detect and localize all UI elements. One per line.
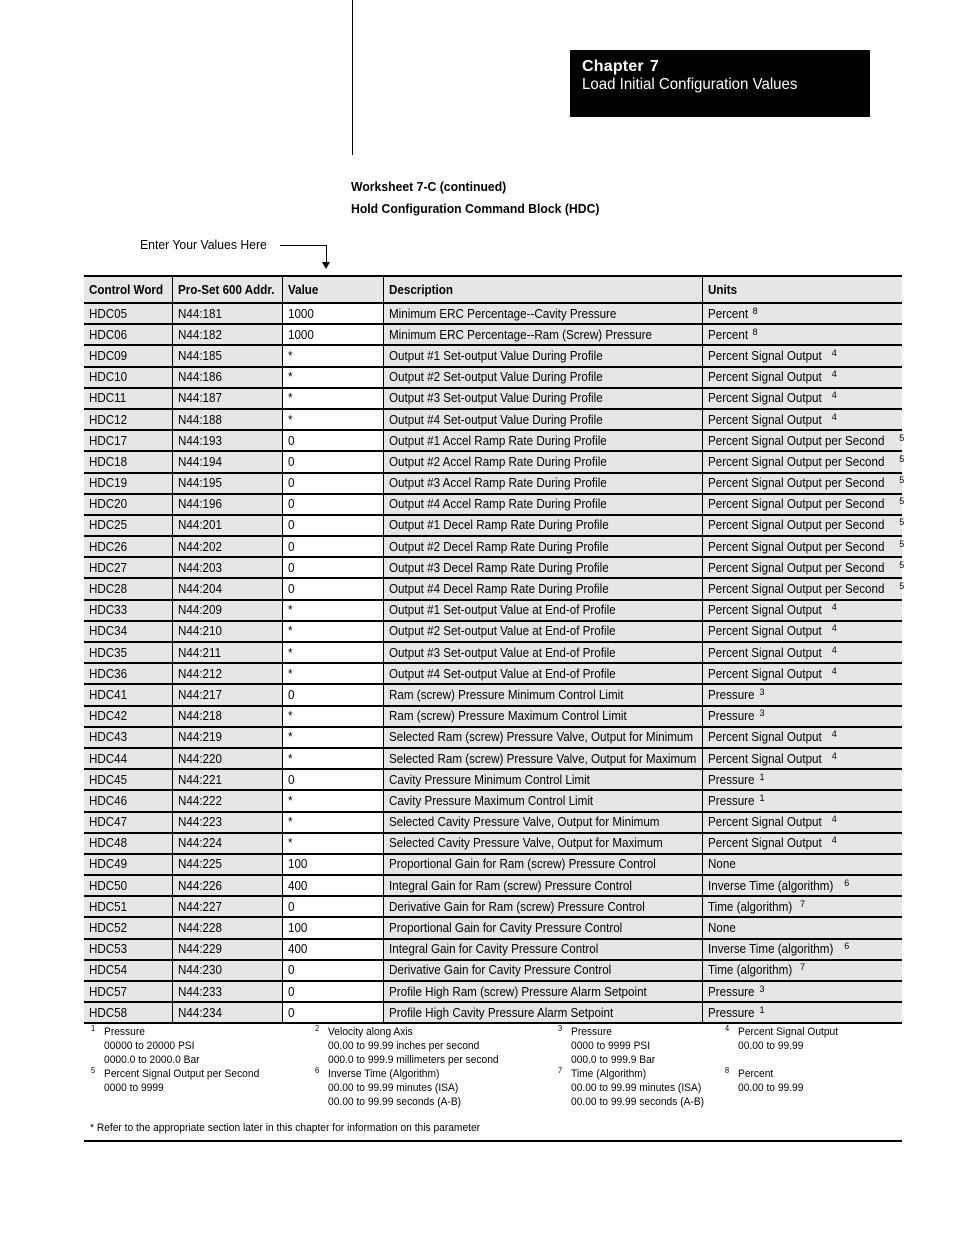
footnote-ref: 4 [831,835,837,846]
cell-description: Output #3 Set-output Value During Profile [383,388,702,409]
cell-control-word: HDC49 [84,854,172,875]
cell-address: N44:223 [172,812,282,833]
chapter-number [582,58,659,76]
cell-address: N44:227 [172,896,282,917]
cell-units: Percent Signal Output per Second $^5$ [702,494,902,515]
cell-description: Derivative Gain for Cavity Pressure Control [383,960,702,981]
chapter-title: Load Initial Configuration Values [582,76,798,93]
footnote-ref: 4 [831,814,837,825]
cell-value[interactable]: 400 [282,939,383,960]
cell-description: Selected Cavity Pressure Valve, Output for Minimum [383,812,702,833]
cell-control-word: HDC11 [84,388,172,409]
cell-address: N44:229 [172,939,282,960]
cell-units: Percent Signal Output per Second $^5$ [702,430,902,451]
table-row [84,578,902,599]
cell-address: N44:196 [172,494,282,515]
footnote-line: 00.00 to 99.99 minutes (ISA) [571,1082,702,1094]
cell-units: Time (algorithm) $^7$ [702,896,902,917]
table-row [84,812,902,833]
cell-control-word: HDC50 [84,875,172,896]
footnote-ref: 4 [831,411,837,422]
footnote-line: Percent Signal Output per Second [104,1068,260,1080]
footnote-line: Pressure [571,1026,612,1038]
cell-control-word: HDC36 [84,663,172,684]
footnote-6 [314,1066,462,1109]
enter-values-label: Enter Your Values Here [140,237,267,252]
chapter-header [570,50,870,117]
cell-description: Selected Ram (screw) Pressure Valve, Output for Minimum [383,727,702,748]
cell-description: Minimum ERC Percentage--Ram (Screw) Pressure [383,324,702,345]
cell-address: N44:188 [172,409,282,430]
cell-value[interactable]: 0 [282,494,383,515]
cell-address: N44:230 [172,960,282,981]
cell-value[interactable]: * [282,600,383,621]
table-row [84,557,902,578]
footnote-ref: 4 [831,623,837,634]
cell-address: N44:233 [172,981,282,1002]
cell-control-word: HDC46 [84,790,172,811]
footnote-line: Time (Algorithm) [571,1068,647,1080]
cell-address: N44:225 [172,854,282,875]
cell-control-word: HDC19 [84,473,172,494]
table-row [84,748,902,769]
cell-description: Output #3 Decel Ramp Rate During Profile [383,557,702,578]
cell-units: Percent Signal Output $^4$ [702,621,902,642]
cell-units: Percent Signal Output $^4$ [702,748,902,769]
cell-value[interactable]: 0 [282,451,383,472]
table-row [84,896,902,917]
cell-control-word: HDC35 [84,642,172,663]
table-row [84,345,902,366]
cell-value[interactable]: * [282,409,383,430]
cell-units: Percent Signal Output $^4$ [702,833,902,854]
cell-address: N44:212 [172,663,282,684]
table-row [84,875,902,896]
footnote-7 [557,1066,705,1109]
footnote-ref: 4 [831,369,837,380]
cell-control-word: HDC45 [84,769,172,790]
cell-value[interactable]: 0 [282,536,383,557]
cell-value[interactable]: 1000 [282,303,383,324]
cell-description: Output #1 Accel Ramp Rate During Profile [383,430,702,451]
footnote-ref: 4 [831,750,837,761]
footnote-ref: 4 [831,644,837,655]
cell-address: N44:182 [172,324,282,345]
cell-control-word: HDC09 [84,345,172,366]
cell-address: N44:195 [172,473,282,494]
cell-control-word: HDC12 [84,409,172,430]
cell-units: Pressure $^1$ [702,769,902,790]
cell-description: Output #2 Set-output Value During Profile [383,367,702,388]
cell-description: Selected Cavity Pressure Valve, Output for Maximum [383,833,702,854]
table-row [84,706,902,727]
cell-address: N44:228 [172,917,282,938]
footnote-line: 00.00 to 99.99 minutes (ISA) [328,1082,459,1094]
footnote-line: 00.00 to 99.99 inches per second [328,1040,480,1052]
table-row [84,367,902,388]
cell-value[interactable]: * [282,833,383,854]
cell-control-word: HDC10 [84,367,172,388]
col-header-control-word: Control Word [84,276,172,303]
footnote-2 [314,1024,499,1067]
cell-description: Cavity Pressure Maximum Control Limit [383,790,702,811]
footnote-ref: 5 [899,538,905,549]
cell-address: N44:211 [172,642,282,663]
footnote-line: 00.00 to 99.99 [738,1082,804,1094]
cell-units: None [702,917,902,938]
footnote-ref: 1 [759,771,765,782]
footnote-number: 6 [314,1066,320,1075]
footnote-line: Percent [738,1068,774,1080]
cell-description: Output #4 Decel Ramp Rate During Profile [383,578,702,599]
cell-value[interactable]: * [282,663,383,684]
cell-address: N44:218 [172,706,282,727]
footnote-ref: 5 [899,581,905,592]
cell-value[interactable]: 0 [282,1002,383,1023]
footnote-number: 8 [724,1066,730,1075]
cell-units: Pressure $^1$ [702,790,902,811]
cell-address: N44:210 [172,621,282,642]
footnote-line: 000.0 to 999.9 Bar [571,1054,656,1066]
pointer-arrow-line [280,245,327,246]
cell-description: Output #2 Decel Ramp Rate During Profile [383,536,702,557]
footnote-number: 7 [557,1066,563,1075]
cell-value[interactable]: * [282,367,383,388]
table-row [84,430,902,451]
table-row [84,917,902,938]
cell-control-word: HDC48 [84,833,172,854]
cell-value[interactable]: 0 [282,473,383,494]
footnote-ref: 6 [844,941,850,952]
cell-value[interactable]: 100 [282,854,383,875]
cell-units: Percent Signal Output $^4$ [702,409,902,430]
cell-control-word: HDC51 [84,896,172,917]
footnote-ref: 4 [831,665,837,676]
table-row [84,494,902,515]
cell-description: Profile High Ram (screw) Pressure Alarm Setpoint [383,981,702,1002]
cell-description: Output #2 Accel Ramp Rate During Profile [383,451,702,472]
table-row [84,939,902,960]
pointer-arrow-stem [326,245,327,263]
footnote-ref: 4 [831,602,837,613]
cell-description: Proportional Gain for Ram (screw) Pressure Control [383,854,702,875]
footnote-ref: 4 [831,729,837,740]
cell-value[interactable]: 0 [282,896,383,917]
cell-description: Output #4 Accel Ramp Rate During Profile [383,494,702,515]
cell-units: Percent Signal Output per Second $^5$ [702,557,902,578]
footnote-line: 00.00 to 99.99 seconds (A-B) [328,1096,462,1108]
cell-control-word: HDC52 [84,917,172,938]
col-header-units: Units [702,276,902,303]
cell-control-word: HDC25 [84,515,172,536]
cell-units: Percent Signal Output $^4$ [702,642,902,663]
worksheet-title: Worksheet 7-C (continued) [351,179,507,194]
cell-units: Percent Signal Output $^4$ [702,812,902,833]
footnote-4 [724,1024,839,1053]
cell-address: N44:217 [172,684,282,705]
cell-value[interactable]: 0 [282,960,383,981]
cell-description: Output #3 Set-output Value at End-of Profile [383,642,702,663]
cell-control-word: HDC20 [84,494,172,515]
config-table [84,275,905,1024]
cell-control-word: HDC54 [84,960,172,981]
cell-address: N44:202 [172,536,282,557]
table-row [84,409,902,430]
worksheet-subtitle: Hold Configuration Command Block (HDC) [351,201,600,216]
col-header-value: Value [282,276,383,303]
footnote-ref: 5 [899,517,905,528]
table-row [84,727,902,748]
cell-control-word: HDC43 [84,727,172,748]
cell-units: Inverse Time (algorithm) $^6$ [702,875,902,896]
table-row [84,790,902,811]
cell-description: Output #2 Set-output Value at End-of Profile [383,621,702,642]
cell-value[interactable]: 100 [282,917,383,938]
chapter-label: Chapter [582,58,644,75]
footnote-line: 00000 to 20000 PSI [104,1040,195,1052]
cell-units: Pressure $^3$ [702,981,902,1002]
footnote-number: 2 [314,1024,320,1033]
footnote-ref: 4 [831,390,837,401]
cell-address: N44:185 [172,345,282,366]
cell-address: N44:194 [172,451,282,472]
cell-value[interactable]: * [282,706,383,727]
table-row [84,769,902,790]
table-row [84,451,902,472]
footnote-5 [90,1066,260,1095]
table-row [84,515,902,536]
footnote-ref: 8 [752,326,758,337]
cell-value[interactable]: * [282,642,383,663]
cell-address: N44:201 [172,515,282,536]
table-row [84,960,902,981]
footnote-number: 3 [557,1024,563,1033]
table-header-row [84,276,902,303]
cell-units: Percent Signal Output per Second $^5$ [702,473,902,494]
table-row [84,684,902,705]
cell-address: N44:187 [172,388,282,409]
cell-units: Inverse Time (algorithm) $^6$ [702,939,902,960]
cell-value[interactable]: * [282,621,383,642]
footnote-line: Inverse Time (Algorithm) [328,1068,440,1080]
table-row [84,981,902,1002]
cell-units: Pressure $^3$ [702,706,902,727]
cell-units: Time (algorithm) $^7$ [702,960,902,981]
cell-description: Integral Gain for Cavity Pressure Control [383,939,702,960]
cell-address: N44:209 [172,600,282,621]
footnote-ref: 3 [759,983,765,994]
table-row [84,473,902,494]
cell-address: N44:186 [172,367,282,388]
cell-control-word: HDC47 [84,812,172,833]
footnote-1 [90,1024,200,1067]
cell-control-word: HDC53 [84,939,172,960]
margin-rule [352,0,353,155]
cell-description: Derivative Gain for Ram (screw) Pressure Control [383,896,702,917]
footnote-number: 4 [724,1024,730,1033]
cell-units: Percent Signal Output $^4$ [702,600,902,621]
footnote-line: 000.0 to 999.9 millimeters per second [328,1054,499,1066]
cell-address: N44:219 [172,727,282,748]
cell-value[interactable]: 0 [282,515,383,536]
footnote-ref: 5 [899,559,905,570]
cell-units: Percent Signal Output per Second $^5$ [702,536,902,557]
cell-description: Output #4 Set-output Value During Profile [383,409,702,430]
cell-control-word: HDC27 [84,557,172,578]
cell-description: Output #1 Set-output Value at End-of Profile [383,600,702,621]
footnote-ref: 3 [759,686,765,697]
footnote-ref: 5 [899,432,905,443]
cell-value[interactable]: 0 [282,981,383,1002]
cell-control-word: HDC34 [84,621,172,642]
cell-control-word: HDC57 [84,981,172,1002]
cell-value[interactable]: * [282,388,383,409]
cell-description: Output #4 Set-output Value at End-of Profile [383,663,702,684]
table-row [84,833,902,854]
cell-address: N44:204 [172,578,282,599]
table-row [84,388,902,409]
cell-description: Output #1 Set-output Value During Profile [383,345,702,366]
table-row [84,663,902,684]
cell-value[interactable]: 400 [282,875,383,896]
cell-control-word: HDC06 [84,324,172,345]
cell-value[interactable]: 0 [282,578,383,599]
footnote-number: 5 [90,1066,96,1075]
table-row [84,621,902,642]
cell-units: Pressure $^1$ [702,1002,902,1023]
cell-description: Proportional Gain for Cavity Pressure Control [383,917,702,938]
cell-address: N44:193 [172,430,282,451]
cell-units: Percent Signal Output $^4$ [702,727,902,748]
cell-control-word: HDC41 [84,684,172,705]
footnote-line: Pressure [104,1026,145,1038]
cell-units: Percent $^8$ [702,303,902,324]
cell-control-word: HDC28 [84,578,172,599]
cell-address: N44:224 [172,833,282,854]
cell-units: Percent $^8$ [702,324,902,345]
cell-control-word: HDC33 [84,600,172,621]
cell-value[interactable]: 0 [282,684,383,705]
footnote-ref: 1 [759,792,765,803]
table-row [84,854,902,875]
cell-value[interactable]: * [282,748,383,769]
chapter-number-value: 7 [649,58,659,75]
footnote-line: 00.00 to 99.99 [738,1040,804,1052]
cell-value[interactable]: * [282,345,383,366]
footnote-ref: 4 [831,347,837,358]
cell-description: Selected Ram (screw) Pressure Valve, Output for Maximum [383,748,702,769]
footnote-line: 00.00 to 99.99 seconds (A-B) [571,1096,705,1108]
cell-units: None [702,854,902,875]
cell-units: Percent Signal Output $^4$ [702,345,902,366]
asterisk-note: * Refer to the appropriate section later in this chapter for information on this parameter [90,1122,481,1134]
bottom-rule [84,1140,902,1142]
col-header-description: Description [383,276,702,303]
cell-value[interactable]: 0 [282,430,383,451]
cell-units: Percent Signal Output $^4$ [702,367,902,388]
cell-units: Percent Signal Output per Second $^5$ [702,515,902,536]
cell-description: Profile High Cavity Pressure Alarm Setpoint [383,1002,702,1023]
cell-description: Output #3 Accel Ramp Rate During Profile [383,473,702,494]
footnote-line: Velocity along Axis [328,1026,413,1038]
cell-value[interactable]: 0 [282,557,383,578]
footnote-ref: 8 [752,305,758,316]
cell-address: N44:181 [172,303,282,324]
footnote-ref: 5 [899,475,905,486]
footnote-ref: 7 [800,898,806,909]
cell-control-word: HDC26 [84,536,172,557]
cell-description: Ram (screw) Pressure Maximum Control Limit [383,706,702,727]
footnote-number: 1 [90,1024,96,1033]
cell-value[interactable]: * [282,790,383,811]
cell-description: Integral Gain for Ram (screw) Pressure Control [383,875,702,896]
footnote-line: 0000 to 9999 [104,1082,164,1094]
footnote-line: Percent Signal Output [738,1026,839,1038]
footnote-ref: 5 [899,496,905,507]
arrow-down-icon [322,262,330,269]
cell-description: Minimum ERC Percentage--Cavity Pressure [383,303,702,324]
cell-description: Output #1 Decel Ramp Rate During Profile [383,515,702,536]
cell-address: N44:220 [172,748,282,769]
cell-control-word: HDC58 [84,1002,172,1023]
footnote-3 [557,1024,656,1067]
footnote-ref: 7 [800,962,806,973]
cell-control-word: HDC44 [84,748,172,769]
cell-control-word: HDC42 [84,706,172,727]
cell-value[interactable]: 1000 [282,324,383,345]
footnote-8 [724,1066,804,1095]
footnote-ref: 6 [844,877,850,888]
table-row [84,303,902,324]
footnote-ref: 1 [759,1004,765,1015]
cell-value[interactable]: 0 [282,769,383,790]
cell-control-word: HDC17 [84,430,172,451]
cell-description: Ram (screw) Pressure Minimum Control Limit [383,684,702,705]
cell-units: Percent Signal Output per Second $^5$ [702,451,902,472]
footnote-ref: 3 [759,708,765,719]
cell-control-word: HDC05 [84,303,172,324]
footnote-line: 0000 to 9999 PSI [571,1040,651,1052]
cell-description: Cavity Pressure Minimum Control Limit [383,769,702,790]
footnote-ref: 5 [899,453,905,464]
footnote-line: 0000.0 to 2000.0 Bar [104,1054,200,1066]
cell-units: Percent Signal Output per Second $^5$ [702,578,902,599]
table-row [84,324,902,345]
table-row [84,536,902,557]
cell-address: N44:221 [172,769,282,790]
cell-address: N44:234 [172,1002,282,1023]
cell-units: Percent Signal Output $^4$ [702,663,902,684]
cell-units: Pressure $^3$ [702,684,902,705]
cell-address: N44:222 [172,790,282,811]
table-row [84,600,902,621]
cell-value[interactable]: * [282,727,383,748]
cell-units: Percent Signal Output $^4$ [702,388,902,409]
cell-address: N44:226 [172,875,282,896]
cell-control-word: HDC18 [84,451,172,472]
table-row [84,1002,902,1023]
cell-address: N44:203 [172,557,282,578]
cell-value[interactable]: * [282,812,383,833]
table-row [84,642,902,663]
col-header-address: Pro-Set 600 Addr. [172,276,282,303]
